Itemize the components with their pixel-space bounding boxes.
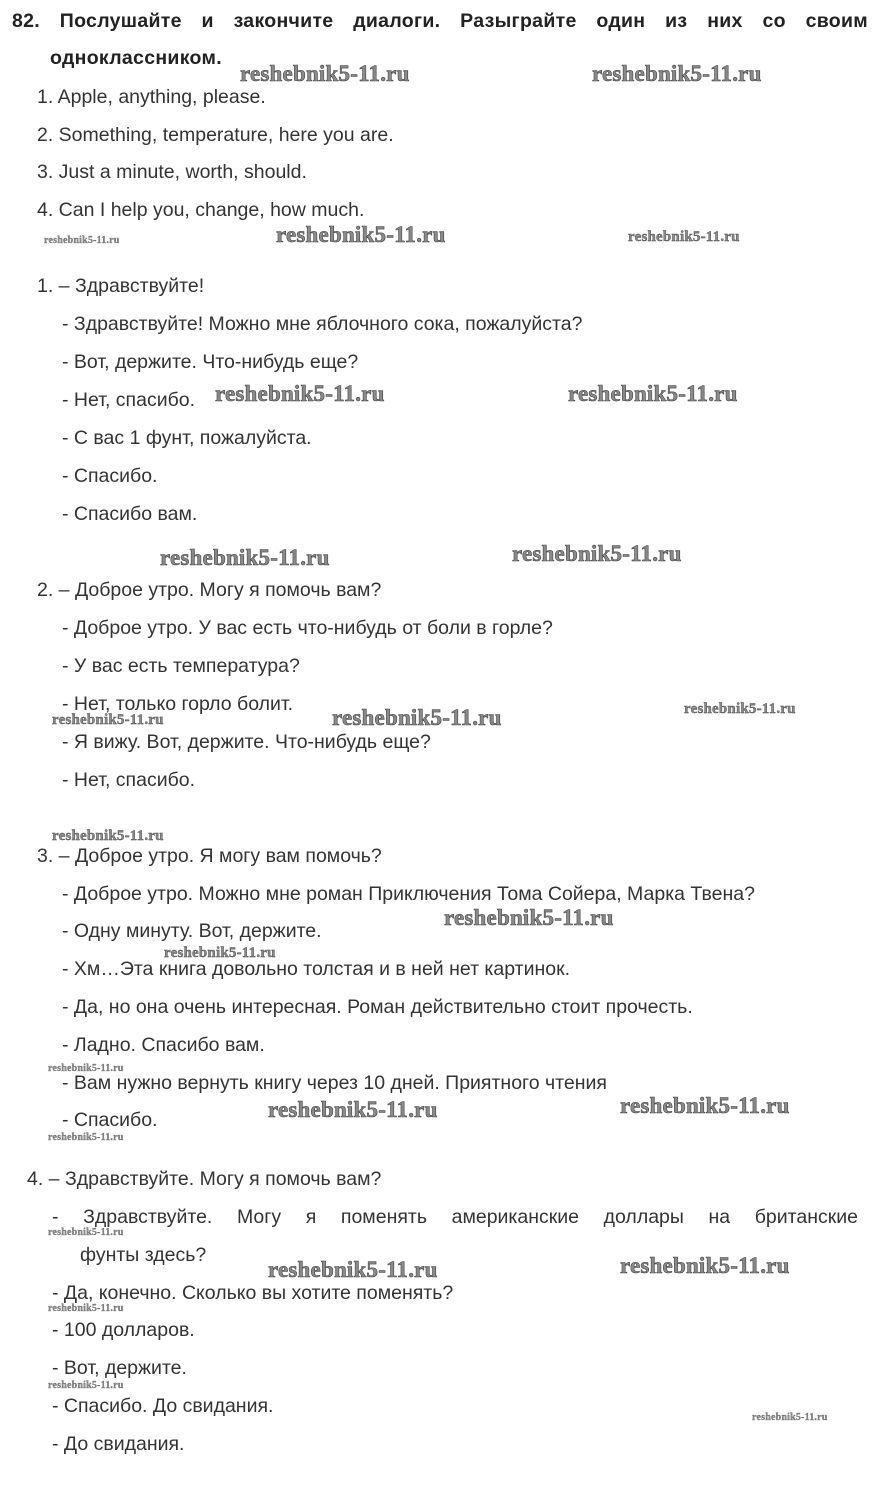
- watermark: reshebnik5-11.ru: [684, 700, 796, 717]
- dialogue-line: 3. Just a minute, worth, should.: [37, 161, 307, 183]
- watermark: reshebnik5-11.ru: [48, 1380, 124, 1391]
- dialogue-line: - Нет, только горло болит.: [62, 693, 294, 715]
- watermark: reshebnik5-11.ru: [48, 1303, 124, 1314]
- watermark: reshebnik5-11.ru: [268, 1096, 438, 1122]
- dialogue-line: - Нет, спасибо.: [62, 389, 196, 411]
- exercise-title-continuation: одноклассником.: [50, 47, 222, 69]
- dialogue-line: - Одну минуту. Вот, держите.: [62, 920, 322, 942]
- dialogue-line: - Да, конечно. Сколько вы хотите поменять?: [52, 1282, 454, 1304]
- watermark: reshebnik5-11.ru: [240, 60, 410, 86]
- dialogue-line: 1. Apple, anything, please.: [37, 86, 266, 108]
- watermark: reshebnik5-11.ru: [512, 540, 682, 566]
- watermark: reshebnik5-11.ru: [628, 228, 740, 245]
- exercise-title: 82. Послушайте и закончите диалоги. Разыграйте один из них со своим: [12, 10, 868, 32]
- dialogue-line: - Вот, держите.: [52, 1357, 187, 1379]
- watermark: reshebnik5-11.ru: [268, 1256, 438, 1282]
- watermark: reshebnik5-11.ru: [444, 904, 614, 930]
- dialogue-line: - До свидания.: [52, 1433, 185, 1455]
- dialogue-line: 2. Something, temperature, here you are.: [37, 124, 394, 146]
- watermark: reshebnik5-11.ru: [592, 60, 762, 86]
- watermark: reshebnik5-11.ru: [752, 1412, 828, 1423]
- dialogue-line: 4. Can I help you, change, how much.: [37, 199, 365, 221]
- watermark: reshebnik5-11.ru: [276, 221, 446, 247]
- dialogue-line: - Здравствуйте! Можно мне яблочного сока, пожалуйста?: [62, 313, 583, 335]
- dialogue-line: - Вот, держите. Что-нибудь еще?: [62, 351, 359, 373]
- dialogue-line: - 100 долларов.: [52, 1319, 195, 1341]
- watermark: reshebnik5-11.ru: [620, 1092, 790, 1118]
- watermark: reshebnik5-11.ru: [568, 380, 738, 406]
- dialogue-line: - Спасибо.: [62, 465, 158, 487]
- dialogue-line: - Нет, спасибо.: [62, 769, 196, 791]
- watermark: reshebnik5-11.ru: [620, 1252, 790, 1278]
- dialogue-line: 4. – Здравствуйте. Могу я помочь вам?: [27, 1168, 382, 1190]
- dialogue-line: - Да, но она очень интересная. Роман действительно стоит прочесть.: [62, 996, 693, 1018]
- dialogue-line: 1. – Здравствуйте!: [37, 275, 205, 297]
- dialogue-line: - Хм…Эта книга довольно толстая и в ней нет картинок.: [62, 958, 571, 980]
- dialogue-line: фунты здесь?: [80, 1244, 207, 1266]
- dialogue-line: - Доброе утро. У вас есть что-нибудь от боли в горле?: [62, 617, 553, 639]
- dialogue-line: - Ладно. Спасибо вам.: [62, 1034, 265, 1056]
- dialogue-line: - Спасибо вам.: [62, 503, 198, 525]
- watermark: reshebnik5-11.ru: [44, 235, 120, 246]
- watermark: reshebnik5-11.ru: [48, 1132, 124, 1143]
- dialogue-line: - У вас есть температура?: [62, 655, 300, 677]
- watermark: reshebnik5-11.ru: [48, 1227, 124, 1238]
- dialogue-line: - Здравствуйте. Могу я поменять американские доллары на британские: [52, 1206, 858, 1228]
- dialogue-line: - Спасибо. До свидания.: [52, 1395, 274, 1417]
- dialogue-line: - Вам нужно вернуть книгу через 10 дней. Приятного чтения: [62, 1072, 607, 1094]
- dialogue-line: - Спасибо.: [62, 1109, 158, 1131]
- dialogue-line: - Я вижу. Вот, держите. Что-нибудь еще?: [62, 731, 431, 753]
- watermark: reshebnik5-11.ru: [160, 544, 330, 570]
- watermark: reshebnik5-11.ru: [215, 380, 385, 406]
- watermark: reshebnik5-11.ru: [48, 1063, 124, 1074]
- dialogue-line: - С вас 1 фунт, пожалуйста.: [62, 427, 312, 449]
- dialogue-line: 2. – Доброе утро. Могу я помочь вам?: [37, 579, 382, 601]
- watermark: reshebnik5-11.ru: [332, 704, 502, 730]
- dialogue-line: 3. – Доброе утро. Я могу вам помочь?: [37, 845, 382, 867]
- watermark: reshebnik5-11.ru: [164, 944, 276, 961]
- watermark: reshebnik5-11.ru: [52, 827, 164, 844]
- dialogue-line: - Доброе утро. Можно мне роман Приключения Тома Сойера, Марка Твена?: [62, 883, 755, 905]
- watermark: reshebnik5-11.ru: [52, 711, 164, 728]
